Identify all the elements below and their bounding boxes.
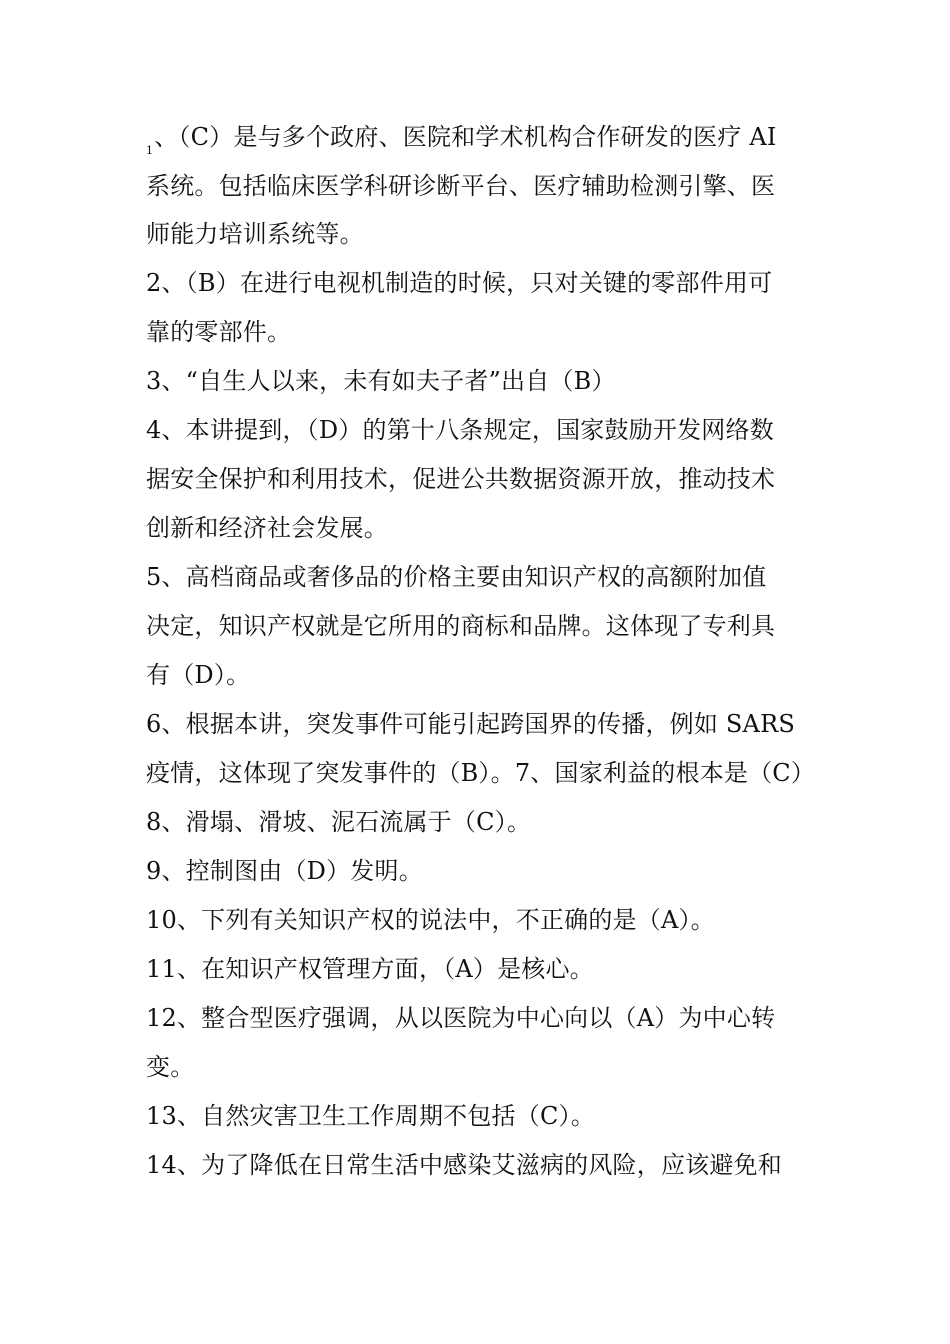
question-5-line-2: 决定，知识产权就是它所用的商标和品牌。这体现了专利具	[146, 612, 776, 640]
question-12-line-2: 变。	[146, 1053, 195, 1081]
question-8-line-1: 8、滑塌、滑坡、泥石流属于（C）。	[146, 808, 532, 836]
question-9-line-1: 9、控制图由（D）发明。	[146, 857, 423, 885]
question-5-line-1: 5、高档商品或奢侈品的价格主要由知识产权的高额附加值	[146, 563, 767, 591]
question-6-line-2: 疫情，这体现了突发事件的（B）。7、国家利益的根本是（C）	[146, 759, 816, 787]
question-number: 1	[146, 144, 154, 157]
question-1-line-3: 师能力培训系统等。	[146, 220, 364, 248]
question-1-line-2: 系统。包括临床医学科研诊断平台、医疗辅助检测引擎、医	[146, 172, 776, 200]
question-12-line-1: 12、整合型医疗强调，从以医院为中心向以（A）为中心转	[146, 1004, 776, 1032]
question-4-line-3: 创新和经济社会发展。	[146, 514, 388, 542]
question-10-line-1: 10、下列有关知识产权的说法中，不正确的是（A）。	[146, 906, 715, 934]
question-3-line-1: 3、“自生人以来，未有如夫子者”出自（B）	[146, 367, 616, 395]
question-1-line-1	[146, 122, 777, 166]
question-4-line-1: 4、本讲提到，（D）的第十八条规定，国家鼓励开发网络数	[146, 416, 774, 444]
question-6-line-1: 6、根据本讲，突发事件可能引起跨国界的传播，例如 SARS	[146, 710, 795, 738]
line-text: 、（C）是与多个政府、医院和学术机构合作研发的医疗 AI	[154, 123, 777, 151]
question-5-line-3: 有（D）。	[146, 661, 251, 689]
question-14-line-1: 14、为了降低在日常生活中感染艾滋病的风险，应该避免和	[146, 1151, 782, 1179]
question-13-line-1: 13、自然灾害卫生工作周期不包括（C）。	[146, 1102, 595, 1130]
question-4-line-2: 据安全保护和利用技术，促进公共数据资源开放，推动技术	[146, 465, 776, 493]
question-11-line-1: 11、在知识产权管理方面，（A）是核心。	[146, 955, 594, 983]
question-2-line-2: 靠的零部件。	[146, 318, 292, 346]
question-2-line-1: 2、（B）在进行电视机制造的时候，只对关键的零部件用可	[146, 269, 773, 297]
